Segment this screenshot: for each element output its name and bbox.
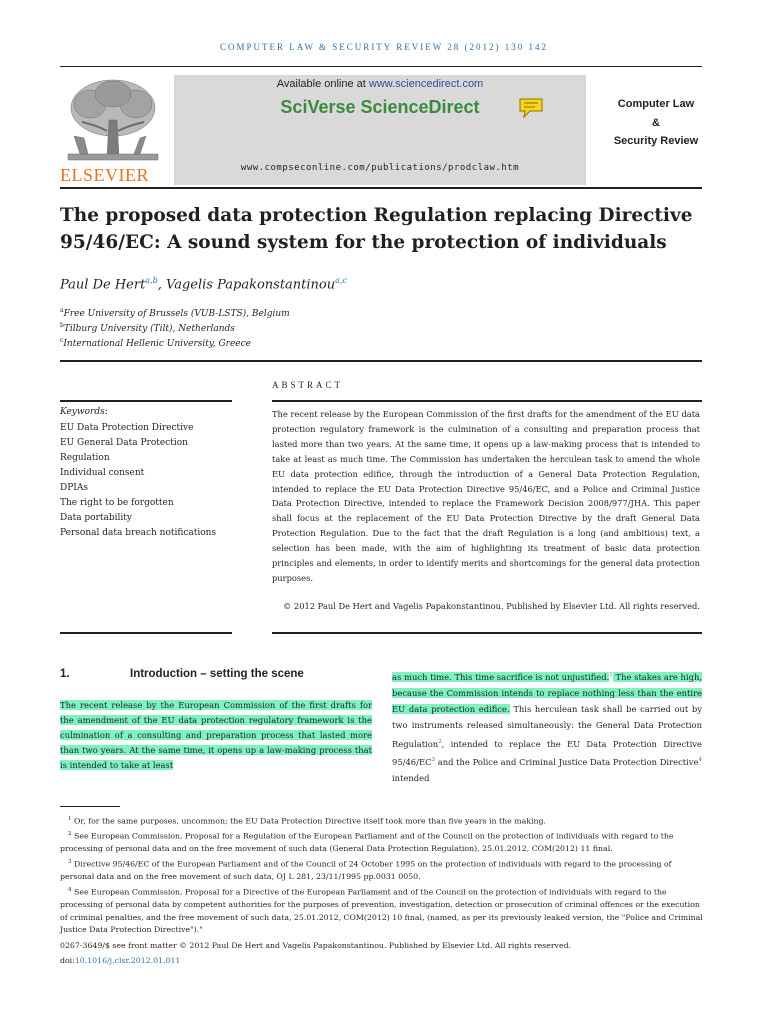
elsevier-wordmark: ELSEVIER [60,165,149,185]
footnote [60,856,704,884]
body-text: intended [392,772,430,783]
doi-link[interactable]: 10.1016/j.clsr.2012.01.011 [74,956,181,965]
running-header: COMPUTER LAW & SECURITY REVIEW 28 (2012) 130 142 [219,42,549,52]
abstract-heading: ABSTRACT [272,380,344,390]
body-text: , intended to replace the EU Data Protection Directive 95/46/EC [392,738,702,767]
author-list: Paul De Hert$^{a,b}$, Vagelis Papakonstantinou$^{a,c}$ [60,276,347,293]
body-column-left [60,698,372,773]
info-rule [60,360,702,362]
doi-prefix: doi: [60,956,75,965]
header-rule-top [60,66,702,67]
section-heading [60,668,304,680]
affiliation [60,337,251,349]
affiliation-text: Tilburg University (Tilt), Netherlands [63,324,235,334]
body-text: and the Police and Criminal Justice Data Protection Directive [434,756,699,767]
author-name: Vagelis Papakonstantinou [166,277,336,293]
footnote-text: See European Commission, Proposal for a Regulation of the European Parliament and of the Council on the protection of individuals with regard to the processing of personal data and on the free movement of such data (General Data Protection Regulation), 25.01.2012, COM(2012) 11 final. [60,831,674,854]
abstract-copyright: © 2012 Paul De Hert and Vagelis Papakonstantinou. Published by Elsevier Ltd. All rights reserved. [282,601,700,611]
footnote-ref[interactable]: 2 [438,738,442,745]
abstract-rule-bottom [272,632,702,634]
footnote [60,828,704,856]
footnote-mark: 4 [68,886,72,893]
footnote-mark: 1 [68,816,72,822]
section-number: 1. [60,668,70,680]
sciencedirect-banner [174,75,586,185]
speech-bubble-icon [518,97,544,119]
affiliation-text: Free University of Brussels (VUB-LSTS), Belgium [63,309,290,319]
keyword-item: EU General Data Protection [60,438,188,448]
affiliation [60,322,235,334]
footnote-ref[interactable]: 4 [698,756,702,763]
body-text: This herculean task shall be carried out by two instruments released simultaneously: the General Data Protection Regulation [392,704,702,749]
footnote-text: Directive 95/46/EC of the European Parliament and of the Council of 24 October 1995 on the protection of individuals with regard to the processing of personal data and on the free movement of such data, OJ L 281, 23/11/1995 pp.0031 0050. [60,859,672,882]
footnote [60,884,704,937]
footnote-mark: 2 [68,831,72,838]
keyword-item: Personal data breach notifications [60,528,217,538]
footnote-ref[interactable]: 1 [609,672,613,678]
author-affiliation-marks: a,c [335,276,347,285]
author-affiliation-marks: a,b [145,276,158,285]
keywords-title: Keywords: [60,407,108,417]
affiliation [60,307,290,319]
keyword-item: DPIAs [60,483,88,493]
footnote [60,813,704,828]
section-title: Introduction – setting the scene [130,668,304,680]
available-prefix: Available online at [276,78,369,90]
journal-homepage-url[interactable]: www.compseconline.com/publications/prodclaw.htm [240,163,520,173]
keyword-item: The right to be forgotten [60,498,174,508]
body-column-right [392,667,702,786]
sciverse-logo-text: SciVerse ScienceDirect [280,97,480,117]
keyword-item: Individual consent [60,468,145,478]
keyword-item: Data portability [60,513,132,523]
footnotes [60,813,704,937]
affiliation-text: International Hellenic University, Greece [63,339,251,349]
available-online-line [174,78,586,90]
author-name: Paul De Hert [60,277,146,293]
keyword-item: EU Data Protection Directive [60,423,194,433]
footnote-text: Or, for the same purposes, uncommon; the EU Data Protection Directive itself took more than five years in the making. [73,816,547,826]
journal-name-line3: Security Review [613,135,699,147]
highlighted-text[interactable]: as much time. This time sacrifice is not unjustified. [392,671,610,682]
journal-name [596,95,716,151]
journal-name-line1: Computer Law [617,98,695,110]
footnote-text: See European Commission, Proposal for a Directive of the European Parliament and of the Council on the protection of individuals with regard to the processing of personal data by competent authorities for the purposes of prevention, investigation, detection or prosecution of criminal offences or the execution of criminal penalties, and the free movement of such data, 25.01.2012, COM(2012) 10 final, (named, as per its previously leaked version, the "Police and Criminal Justice Data Protection Directive")." [60,887,703,935]
keyword-item: Regulation [60,453,110,463]
footnote-mark: 3 [68,858,72,865]
issn-line: 0267-3649/$ see front matter © 2012 Paul De Hert and Vagelis Papakonstantinou. Published by Elsevier Ltd. All rights reserved. [60,941,572,950]
highlighted-text[interactable]: The recent release by the European Commission of the first drafts for the amendment of the EU data protection regulatory framework is the culmination of a consulting and preparation process that lasted more than two years. At the same time, it opens up a law-making process that is intended to take at least [60,700,372,770]
abstract-rule-top [272,400,702,402]
footnote-rule [60,806,120,807]
highlighted-text[interactable]: The stakes are high, because the Commission intends to replace nothing less than the entire EU data protection edifice. [392,671,702,715]
doi-line [60,956,180,965]
footnote-ref[interactable]: 3 [431,756,435,763]
affiliation-mark: c [60,337,64,344]
article-title: The proposed data protection Regulation replacing Directive 95/46/EC: A sound system for the protection of individuals [60,205,693,253]
sciencedirect-link[interactable]: www.sciencedirect.com [368,78,484,90]
journal-name-line2: & [652,116,660,129]
abstract-body: The recent release by the European Commission of the first drafts for the amendment of the EU data protection regulatory framework is the culmination of a consulting and preparation process that lasted more than two years. At the same time, it opens up a law-making process that is intended to take at least as much time. The Commission has undertaken the herculean task to amend the whole EU data protection edifice, through the introduction of a General Data Protection Regulation, intended to replace the EU Data Protection Directive 95/46/EC, and a Police and Criminal Justice Data Protection Directive, intended to replace the Framework Decision 2008/977/JHA. This paper shall focus at the replacement of the EU Data Protection Directive by the draft General Data Protection Regulation. Due to the fact that the draft Regulation is a long (and ambitious) text, a selection has been made, with the aim of highlighting its treatment of basic data protection principles and elements, in order to identify merits and shortcomings for the general data protection purposes. [272,409,700,583]
keywords-rule-bottom [60,632,232,634]
header-rule-bottom [60,187,702,189]
affiliation-mark: b [60,322,64,329]
keyword-list [60,421,216,541]
affiliation-mark: a [60,307,64,314]
keywords-rule-top [60,400,232,402]
